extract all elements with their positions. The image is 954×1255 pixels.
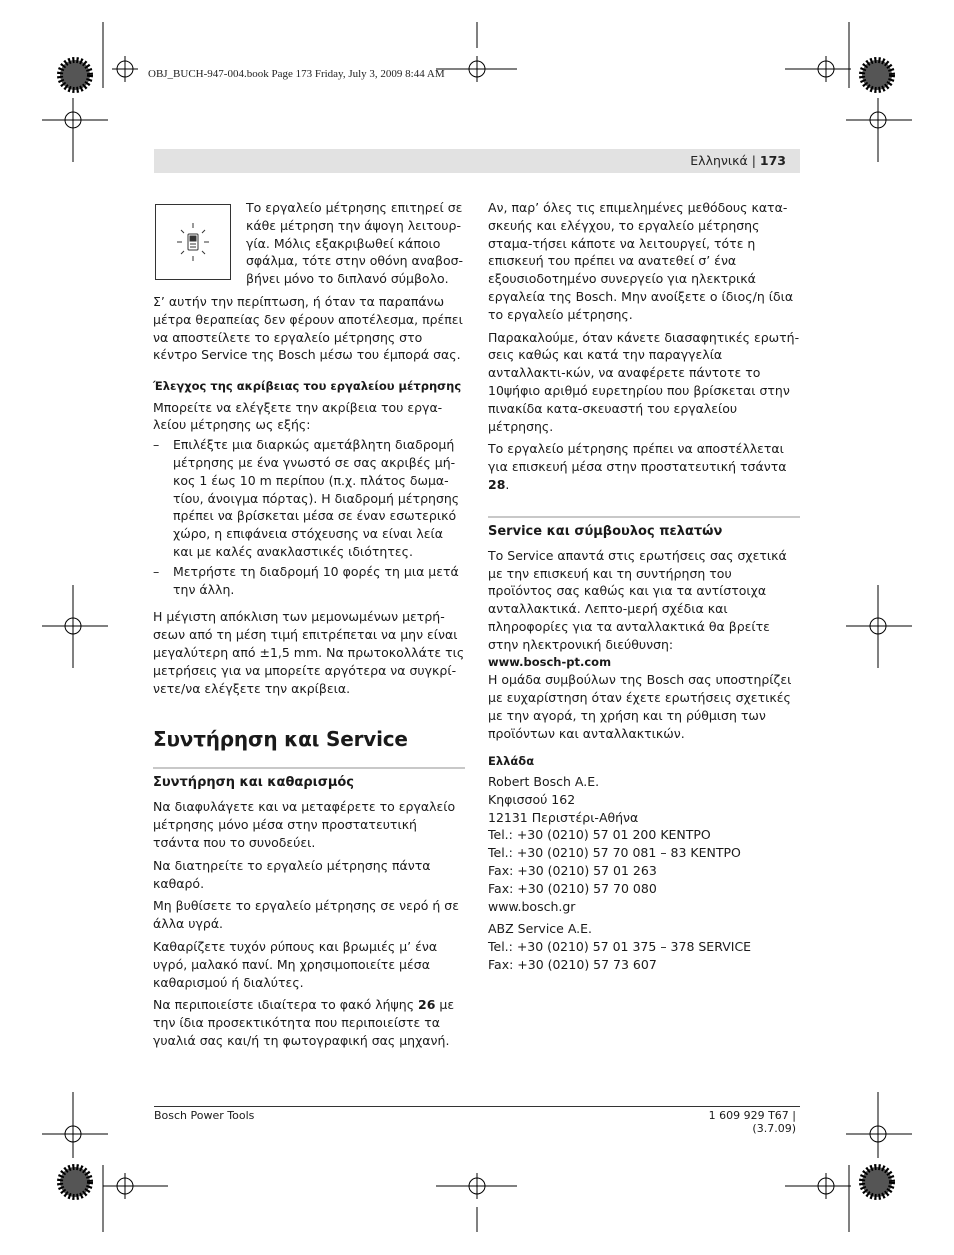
footer-publisher: Bosch Power Tools [154,1109,255,1122]
address-line: www.bosch.gr [488,898,576,914]
header-separator: | [751,153,756,168]
left-column [153,199,465,1055]
print-info: OBJ_BUCH-947-004.book Page 173 Friday, July 3, 2009 8:44 AM [148,68,445,80]
page-header [154,149,800,173]
care-paragraph-3: Μη βυθίσετε το εργαλείο μέτρησης σε νερό ή σε άλλα υγρά. [153,898,459,932]
address-line: Fax: +30 (0210) 57 70 080 [488,880,657,896]
intro-paragraph-a: Το εργαλείο μέτρησης επιτηρεί σε κάθε μέτρηση την άψογη λειτουρ-γία. Μόλις εξακριβωθεί κάποιο σφάλμα, τότε στην οθόνη αναβοσ-βήνει μόνο το διπλανό σύμβολο. [246,200,464,287]
care-heading: Συντήρηση και καθαρισμός [153,767,465,792]
address-line: Robert Bosch A.E. [488,774,600,790]
list-dash: – [153,563,160,579]
repair-p3-text-b: . [505,476,510,492]
care-paragraph-5 [153,996,465,1049]
error-symbol-box [155,204,231,280]
page-number: 173 [759,153,786,168]
repair-paragraph-1: Αν, παρ’ όλες τις επιμελημένες μεθόδους κατα-σκευής και ελέγχου, το εργαλείο μέτρησης σταμα-τήσει κάποτε να λειτουργεί, τότε η επισκευή του πρέπει να ανατεθεί σ’ ένα εξουσιοδοτημένο συνεργείο για ηλεκτρικά εργαλεία της Bosch. Μην ανοίξετε ο ίδιος/η ίδια το εργαλείο μέτρησης. [488,200,794,322]
list-item [153,563,465,599]
list-item [153,436,465,561]
repair-paragraph-3 [488,440,800,493]
care-paragraph-1: Να διαφυλάγετε και να μεταφέρετε το εργαλείο μέτρησης μόνο μέσα στην προστατευτική τσάντα που το συνοδεύει. [153,799,456,851]
address-line: Fax: +30 (0210) 57 01 263 [488,863,657,878]
right-column [488,199,800,974]
address-line: Tel.: +30 (0210) 57 01 200 ΚΕΝΤΡΟ [488,827,711,843]
service-paragraph-1: Το Service απαντά στις ερωτήσεις σας σχετικά με την επισκευή και τη συντήρηση του προϊόντος σας καθώς και για τα αντίστοιχα ανταλλακτικά. Λεπτο-μερή σχέδια και πληροφορίες για τα ανταλλακτικά θα βρείτε στην ηλεκτρονική διεύθυνση: [488,547,787,652]
footer-doc-number: 1 609 929 T67 | (3.7.09) [708,1109,796,1135]
address-block-1 [488,773,800,915]
address-line: Tel.: +30 (0210) 57 01 375 – 378 SERVICE [488,939,752,955]
care-paragraph-4: Καθαρίζετε τυχόν ρύπους και βρωμιές μ’ ένα υγρό, μαλακό πανί. Μη χρησιμοποιείτε μέσα καθαρισμού ή διαλύτες. [153,939,438,990]
blinking-device-icon [156,205,230,279]
address-line: ABZ Service A.E. [488,921,593,937]
service-heading: Service και σύμβουλος πελατών [488,516,800,541]
country-heading: Ελλάδα [488,753,535,768]
accuracy-steps [153,436,465,598]
accuracy-result: Η μέγιστη απόκλιση των μεμονωμένων μετρή-σεων από τη μέση τιμή επιτρέπεται να μην είναι μεγαλύτερη από ±1,5 mm. Να πρωτοκολλάτε τις μετρήσεις για να μπορείτε αργότερα να συγκρί-νετε/να ελέγξετε την ακρίβεια. [153,609,465,696]
intro-paragraph-b: Σ’ αυτήν την περίπτωση, ή όταν τα παραπάνω μέτρα θεραπείας δεν φέρουν αποτέλεσμα, πρέπει να αποστείλετε το εργαλείο μέτρησης στο κέντρο Service της Bosch μέσω του έμπορά σας. [153,293,463,363]
care-paragraph-2: Να διατηρείτε το εργαλείο μέτρησης πάντα καθαρό. [153,857,431,891]
header-language: Ελληνικά [690,153,748,168]
address-block-2 [488,920,800,973]
header-text [690,153,786,168]
care-p5-ref-number: 26 [418,997,436,1013]
address-line: Κηφισσού 162 [488,791,576,807]
repair-paragraph-2: Παρακαλούμε, όταν κάνετε διασαφητικές ερωτή-σεις καθώς και κατά την παραγγελία ανταλλακτι-κών, να αναφέρετε πάντοτε το 10ψήφιο αριθμό ευρετηρίου που βρίσκεται στην πινακίδα κατα-σκευαστή του εργαλείου μέτρησης. [488,329,800,434]
list-dash: – [153,437,160,453]
service-url: www.bosch-pt.com [488,654,612,669]
accuracy-intro: Μπορείτε να ελέγξετε την ακρίβεια του εργα-λείου μέτρησης ως εξής: [153,399,443,433]
care-p5-text-a: Να περιποιείστε ιδιαίτερα το φακό λήψης [153,997,419,1013]
service-paragraph-2: Η ομάδα συμβούλων της Bosch σας υποστηρίζει με ευχαρίστηση όταν έχετε ερωτήσεις σχετικές με την αγορά, τη χρήση και τη ρύθμιση των προϊόντων και ανταλλακτικών. [488,672,792,741]
footer-divider [154,1106,800,1107]
list-item-text: Επιλέξτε μια διαρκώς αμετάβλητη διαδρομή μέτρησης με ένα γνωστό σε σας ακριβές μή-κος 1 έως 10 m περίπου (π.χ. πλάτος δωμα-τίου, άνοιγμα πόρτας). Η διαδρομή μέτρησης πρέπει να βρίσκεται μέσα σε έναν εσωτερικό χώρο, η επιφάνεια στόχευσης να είναι λεία και με καλές ανακλαστικές ιδιότητες. [173,437,460,560]
section-title: Συντήρηση και Service [153,727,408,752]
address-line: Tel.: +30 (0210) 57 70 081 – 83 ΚΕΝΤΡΟ [488,845,741,861]
address-line: Fax: +30 (0210) 57 73 607 [488,956,657,972]
repair-p3-text-a: Το εργαλείο μέτρησης πρέπει να αποστέλλεται για επισκευή μέσα στην προστατευτική τσάντα [488,441,787,475]
address-line: 12131 Περιστέρι-Αθήνα [488,809,639,825]
repair-p3-ref-number: 28 [488,476,506,492]
care-p5-text-b: με την ίδια προσεκτικότητα που περιποιείστε τα γυαλιά σας και/ή τη φωτογραφική σας μηχανή. [153,997,455,1048]
list-item-text: Μετρήστε τη διαδρομή 10 φορές τη μια μετά την άλλη. [173,563,459,597]
accuracy-heading: Έλεγχος της ακρίβειας του εργαλείου μέτρησης [153,379,462,394]
